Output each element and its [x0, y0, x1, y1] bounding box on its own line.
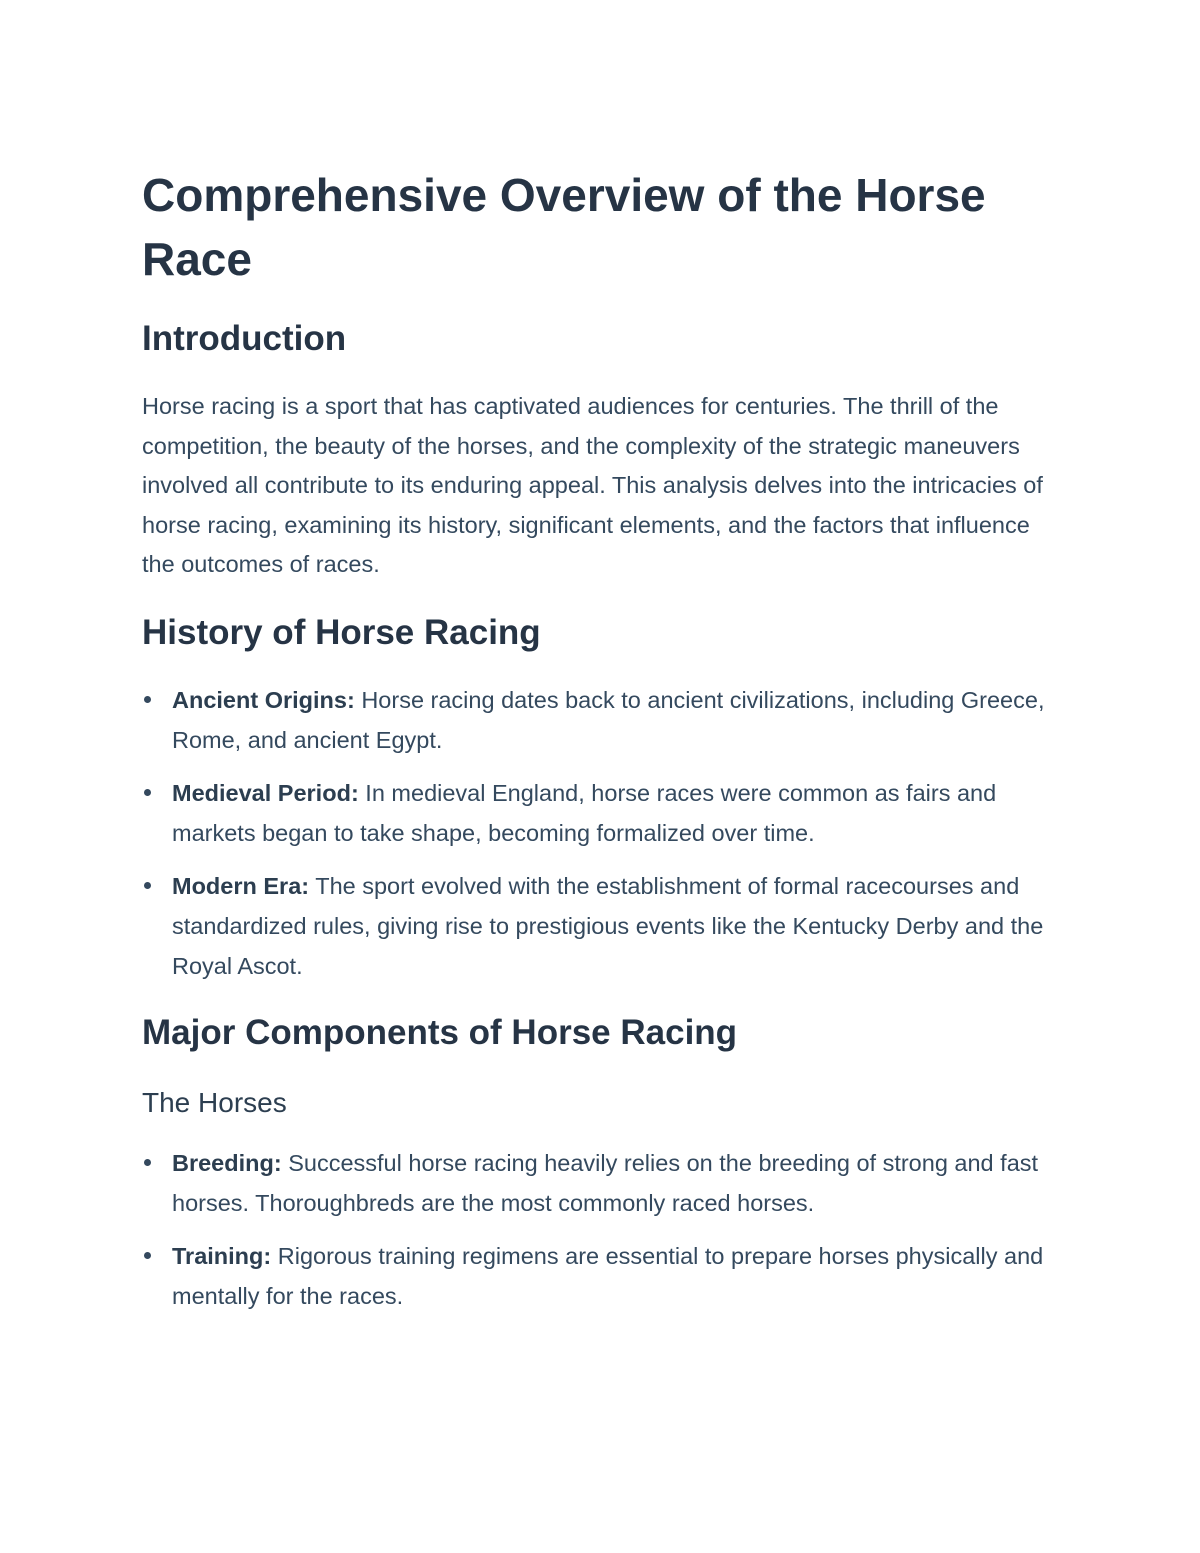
introduction-paragraph: Horse racing is a sport that has captivated audiences for centuries. The thrill of the competition, the beauty of the horses, and the complexity of the strategic maneuvers involved all contribute to its enduring appeal. This analysis delves into the intricacies of horse racing, examining its history, significant elements, and the factors that influence the outcomes of races. — [142, 393, 1043, 577]
list-item-separator: : — [346, 687, 355, 713]
document-title: Comprehensive Overview of the Horse Race — [142, 169, 986, 285]
list-item — [142, 1236, 1067, 1316]
bullet-icon — [144, 882, 151, 889]
list-item-separator: : — [301, 873, 310, 899]
bullet-icon — [144, 696, 151, 703]
list-item-text: In medieval England, horse races were common as fairs and markets began to take shape, becoming formalized over time. — [172, 780, 997, 846]
list-item-term: Training — [172, 1243, 264, 1269]
introduction-heading: Introduction — [142, 319, 347, 358]
list-item-text: The sport evolved with the establishment of formal racecourses and standardized rules, giving rise to prestigious events like the Kentucky Derby and the Royal Ascot. — [172, 873, 1044, 979]
bullet-icon — [144, 789, 151, 796]
list-item-term: Modern Era — [172, 873, 302, 899]
horses-subheading: The Horses — [142, 1087, 287, 1118]
list-item-separator: : — [263, 1243, 272, 1269]
list-item — [142, 1143, 1067, 1223]
list-item-text: Horse racing dates back to ancient civilizations, including Greece, Rome, and ancient Egypt. — [172, 687, 1045, 753]
bullet-icon — [144, 1159, 151, 1166]
bullet-icon — [144, 1252, 151, 1259]
list-item-text: Rigorous training regimens are essential to prepare horses physically and mentally for the races. — [172, 1243, 1044, 1309]
list-item — [142, 773, 1067, 853]
list-item-separator: : — [350, 780, 359, 806]
list-item-term: Breeding — [172, 1150, 274, 1176]
history-list — [142, 680, 1067, 999]
list-item-term: Medieval Period — [172, 780, 351, 806]
list-item — [142, 680, 1067, 760]
list-item-separator: : — [273, 1150, 282, 1176]
components-heading: Major Components of Horse Racing — [142, 1013, 738, 1052]
list-item-text: Successful horse racing heavily relies on the breeding of strong and fast horses. Thoroughbreds are the most commonly raced horses. — [172, 1150, 1039, 1216]
history-heading: History of Horse Racing — [142, 613, 541, 652]
list-item — [142, 866, 1067, 986]
list-item-term: Ancient Origins — [172, 687, 347, 713]
horses-list — [142, 1143, 1067, 1329]
